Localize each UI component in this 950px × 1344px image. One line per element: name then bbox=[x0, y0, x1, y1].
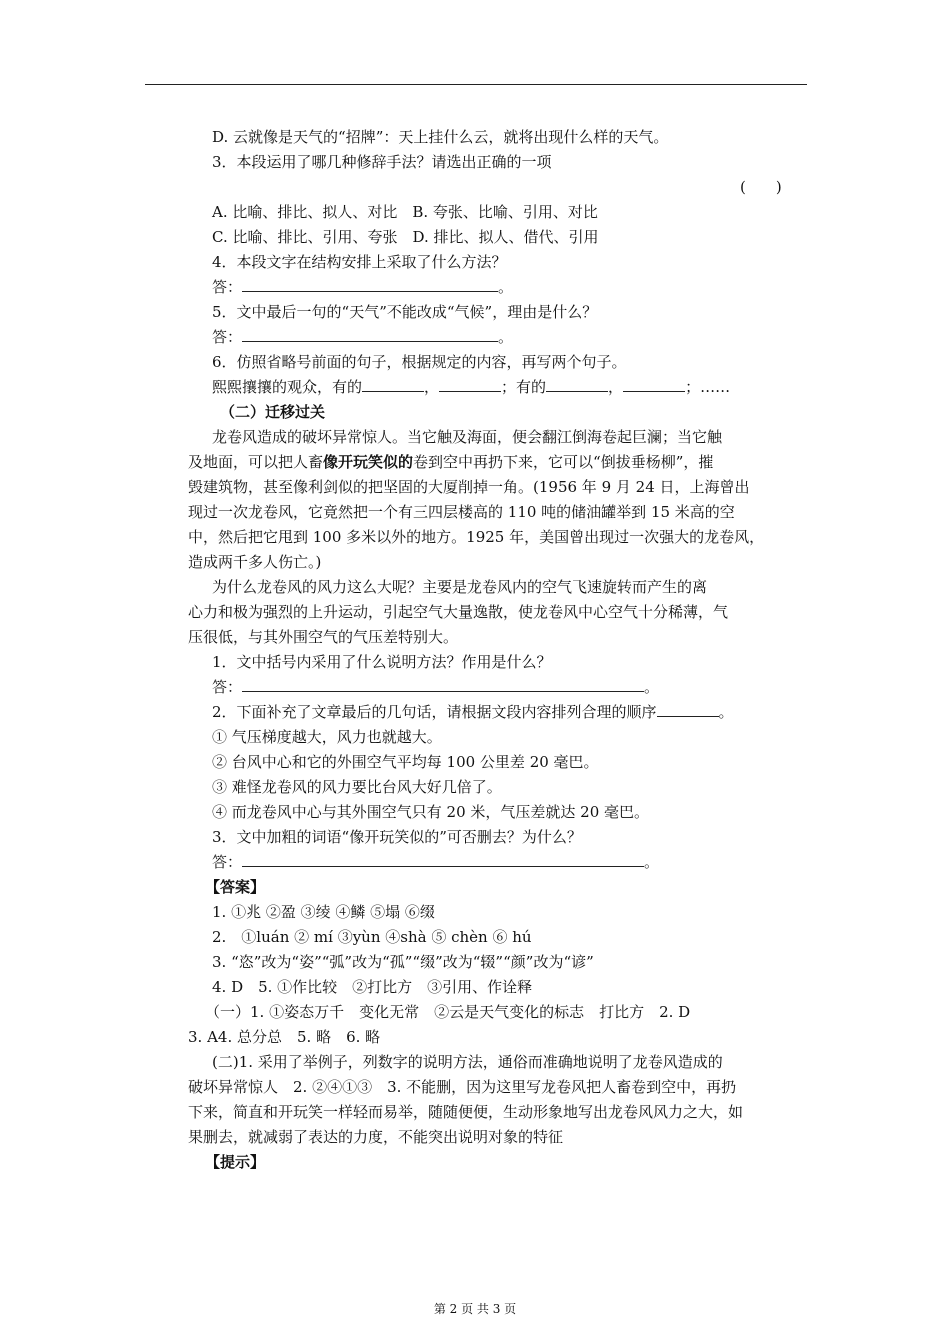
answer-line-2-3 bbox=[212, 851, 659, 873]
hint-heading: 【提示】 bbox=[205, 1153, 266, 1171]
question-2-2 bbox=[212, 701, 734, 723]
answer-part-2-cont: 破坏异常惊人 2. ②④①③ 3. 不能删，因为这里写龙卷风把人畜卷到空中，再扔 bbox=[188, 1078, 737, 1096]
answer-3: 3. “恣”改为“姿”“弧”改为“孤”“缀”改为“辍”“颜”改为“谚” bbox=[212, 953, 594, 971]
answer-label: 答： bbox=[212, 328, 243, 346]
answer-label: 答： bbox=[212, 678, 243, 696]
answer-line-2-1 bbox=[212, 676, 659, 698]
period: 。 bbox=[718, 703, 734, 721]
passage-line: 压很低，与其外围空气的气压差特别大。 bbox=[188, 628, 459, 646]
answer-part-2-cont: 下来，简直和开玩笑一样轻而易举，随随便便，生动形象地写出龙卷风风力之大，如 bbox=[188, 1103, 744, 1121]
answer-label: 答： bbox=[212, 853, 243, 871]
passage-line: 心力和极为强烈的上升运动，引起空气大量逸散，使龙卷风中心空气十分稀薄，气 bbox=[188, 603, 729, 621]
passage-line: 毁建筑物，甚至像利剑似的把坚固的大厦削掉一角。(1956 年 9 月 24 日，上海曾出 bbox=[188, 478, 750, 496]
fill-blank-3[interactable] bbox=[546, 377, 608, 392]
passage-text: 卷到空中再扔下来，它可以“倒拔垂杨柳”，摧 bbox=[413, 453, 714, 471]
imitation-text: ；有的 bbox=[501, 378, 547, 396]
answer-1: 1. ①兆 ②盈 ③绫 ④鳞 ⑤塌 ⑥缀 bbox=[212, 903, 435, 921]
answer-line-4 bbox=[212, 276, 513, 298]
sentence-2: ② 台风中心和它的外围空气平均每 100 公里差 20 毫巴。 bbox=[212, 753, 599, 771]
comma: ， bbox=[424, 378, 440, 396]
answers-heading: 【答案】 bbox=[205, 878, 266, 896]
answer-part-1-cont: 3. A4. 总分总 5. 略 6. 略 bbox=[188, 1028, 381, 1046]
option-d-line: D. 云就像是天气的“招牌”：天上挂什么云，就将出现什么样的天气。 bbox=[212, 128, 669, 146]
answer-line-5 bbox=[212, 326, 513, 348]
header-rule bbox=[145, 84, 807, 85]
passage-line: 龙卷风造成的破坏异常惊人。当它触及海面，便会翻江倒海卷起巨澜；当它触 bbox=[212, 428, 723, 446]
period: 。 bbox=[498, 328, 514, 346]
imitation-line bbox=[212, 376, 730, 398]
answer-blank[interactable] bbox=[242, 677, 644, 692]
answer-4-5: 4. D 5. ①作比较 ②打比方 ③引用、作诠释 bbox=[212, 978, 533, 996]
question-6: 6．仿照省略号前面的句子，根据规定的内容，再写两个句子。 bbox=[212, 353, 627, 371]
answer-blank[interactable] bbox=[242, 852, 644, 867]
passage-line: 现过一次龙卷风，它竟然把一个有三四层楼高的 110 吨的储油罐举到 15 米高的空 bbox=[188, 503, 735, 521]
answer-blank[interactable] bbox=[242, 327, 498, 342]
fill-blank-2[interactable] bbox=[439, 377, 501, 392]
period: 。 bbox=[644, 853, 660, 871]
question-3: 3．本段运用了哪几种修辞手法？请选出正确的一项 bbox=[212, 153, 552, 171]
answer-part-1: （一）1. ①姿态万千 变化无常 ②云是天气变化的标志 打比方 2. D bbox=[205, 1003, 691, 1021]
ellipsis: ；…… bbox=[685, 378, 731, 396]
answer-part-2-cont: 果删去，就减弱了表达的力度，不能突出说明对象的特征 bbox=[188, 1128, 564, 1146]
bold-phrase: 像开玩笑似的 bbox=[323, 453, 414, 471]
passage-text: 及地面，可以把人畜 bbox=[188, 453, 324, 471]
passage-line: 为什么龙卷风的风力这么大呢？主要是龙卷风内的空气飞速旋转而产生的离 bbox=[212, 578, 708, 596]
answer-part-2: (二)1. 采用了举例子，列数字的说明方法，通俗而准确地说明了龙卷风造成的 bbox=[212, 1053, 723, 1071]
fill-blank-4[interactable] bbox=[623, 377, 685, 392]
period: 。 bbox=[498, 278, 514, 296]
sentence-3: ③ 难怪龙卷风的风力要比台风大好几倍了。 bbox=[212, 778, 502, 796]
question-5: 5．文中最后一句的“天气”不能改成“气候”，理由是什么？ bbox=[212, 303, 598, 321]
comma: ， bbox=[608, 378, 624, 396]
question-2-1: 1．文中括号内采用了什么说明方法？作用是什么？ bbox=[212, 653, 552, 671]
section-heading-2: （二）迁移过关 bbox=[220, 403, 326, 421]
answer-2: 2. ①luán ② mí ③yùn ④shà ⑤ chèn ⑥ hú bbox=[212, 928, 532, 946]
options-cd: C. 比喻、排比、引用、夸张 D. 排比、拟人、借代、引用 bbox=[212, 228, 599, 246]
options-ab: A. 比喻、排比、拟人、对比 B. 夸张、比喻、引用、对比 bbox=[212, 203, 598, 221]
passage-line bbox=[188, 451, 713, 473]
answer-label: 答： bbox=[212, 278, 243, 296]
question-text: 2．下面补充了文章最后的几句话，请根据文段内容排列合理的顺序 bbox=[212, 703, 657, 721]
answer-paren: ( ) bbox=[740, 178, 782, 196]
passage-line: 造成两千多人伤亡。) bbox=[188, 553, 322, 571]
page-footer: 第 2 页 共 3 页 bbox=[433, 1302, 517, 1316]
passage-line: 中，然后把它甩到 100 多米以外的地方。1925 年，美国曾出现过一次强大的龙卷风， bbox=[188, 528, 765, 546]
question-4: 4．本段文字在结构安排上采取了什么方法？ bbox=[212, 253, 507, 271]
imitation-text: 熙熙攘攘的观众，有的 bbox=[212, 378, 363, 396]
answer-blank[interactable] bbox=[242, 277, 498, 292]
period: 。 bbox=[644, 678, 660, 696]
sentence-1: ① 气压梯度越大，风力也就越大。 bbox=[212, 728, 442, 746]
question-2-3: 3．文中加粗的词语“像开玩笑似的”可否删去？为什么？ bbox=[212, 828, 582, 846]
fill-blank-1[interactable] bbox=[362, 377, 424, 392]
order-blank[interactable] bbox=[657, 702, 719, 717]
sentence-4: ④ 而龙卷风中心与其外围空气只有 20 米，气压差就达 20 毫巴。 bbox=[212, 803, 650, 821]
